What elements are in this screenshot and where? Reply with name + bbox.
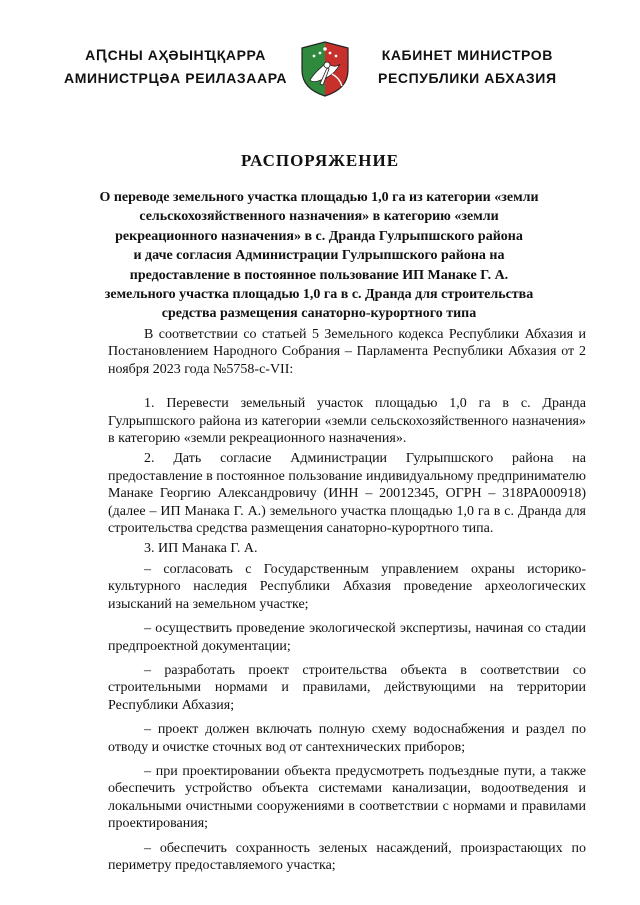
document-subject [96,188,542,324]
item-3-paragraph: 3. ИП Манака Г. А. [144,541,258,557]
header-left [64,44,287,90]
subject-line-3: рекреационного назначения» в с. Дранда Гулрыпшского района [115,228,523,244]
header-right [378,44,557,90]
subject-line-2: сельскохозяйственного назначения» в категорию «земли [139,209,499,225]
sub-item-paragraph: – разработать проект строительства объекта в соответствии со строительными нормами и правилами, действующими на территории Республики Абхазия; [108,662,586,713]
item-2-paragraph: 2. Дать согласие Администрации Гулрыпшского района на предоставление в постоянное пользование индивидуальному предпринимателю Манаке Георгию Александровичу (ИНН – 20012345, ОГРН – 318РА000918) (далее – ИП Манака Г. А.) земельного участка площадью 1,0 га в с. Дранда для строительства средства размещения санаторно-курортного типа. [108,451,586,537]
header-left-line-1: АԤСНЫ АҲӘЫНҴҚАРРА [85,47,266,63]
sub-item-paragraph: – проект должен включать полную схему водоснабжения и раздел по отводу и очистке сточных вод от сантехнических приборов; [108,722,586,755]
subject-line-6: земельного участка площадью 1,0 га в с. Дранда для строительства [104,287,534,303]
sub-item-paragraph: – обеспечить сохранность зеленых насаждений, произрастающих по периметру предоставляемого участка; [108,840,586,873]
document-title: РАСПОРЯЖЕНИЕ [240,151,400,170]
sub-item-paragraph: – осуществить проведение экологической экспертизы, начиная со стадии предпроектной документации; [108,621,586,654]
coat-of-arms-icon [296,40,354,98]
sub-item-paragraph: – согласовать с Государственным управлением охраны историко-культурного наследия Республики Абхазия проведение археологических изысканий на земельном участке; [108,561,586,612]
subject-line-7: средства размещения санаторно-курортного типа [161,306,477,322]
item-1-paragraph: 1. Перевести земельный участок площадью 1,0 га в с. Дранда Гулрыпшского района из категории «земли сельскохозяйственного назначения» в категорию «земли рекреационного назначения». [108,396,586,447]
header-right-line-2: РЕСПУБЛИКИ АБХАЗИЯ [378,70,557,86]
sub-item-paragraph: – при проектировании объекта предусмотреть подъездные пути, а также обеспечить устройство объекта системами канализации, водоотведения и локальными очистными сооружениями в соответствии с нормами и правилами проектирования; [108,763,586,832]
subject-line-1: О переводе земельного участка площадью 1,0 га из категории «земли [99,190,539,205]
header-left-line-2: АМИНИСТРЦӘА РЕИЛАЗААРА [64,70,288,86]
subject-line-4: и даче согласия Администрации Гулрыпшского района на [133,248,505,264]
preamble-paragraph: В соответствии со статьей 5 Земельного кодекса Республики Абхазия и Постановлением Народного Собрания – Парламента Республики Абхазия от 2 ноября 2023 года №5758-с-VII: [108,327,586,377]
subject-line-5: предоставление в постоянное пользование ИП Манаке Г. А. [129,267,509,283]
document-body [108,326,586,874]
header-right-line-1: КАБИНЕТ МИНИСТРОВ [381,47,553,63]
